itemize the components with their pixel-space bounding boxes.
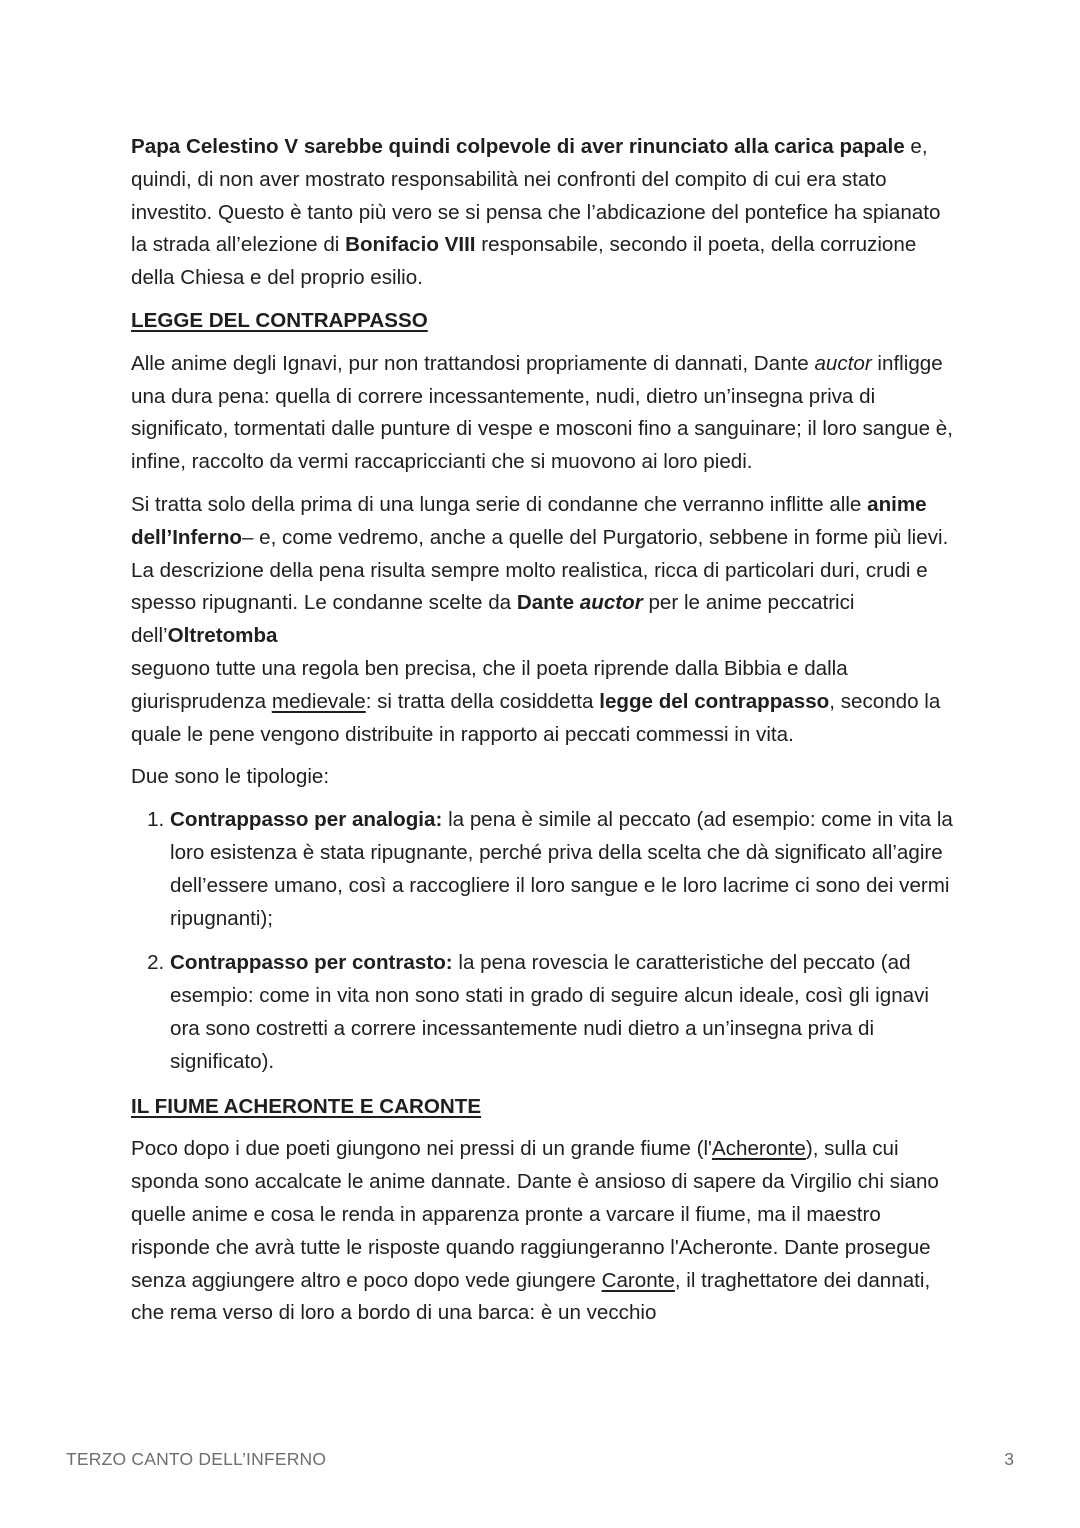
text: : si tratta della cosiddetta xyxy=(365,689,600,713)
page-number: 3 xyxy=(1004,1449,1014,1469)
acheronte-paragraph xyxy=(131,1133,961,1330)
tipologie-intro: Due sono le tipologie: xyxy=(131,765,330,789)
text: , il traghettatore dei dannati, che rema verso di loro a bordo di una barca: è un vecchio xyxy=(131,1268,931,1325)
document-body xyxy=(131,131,961,1330)
list-item-text: la pena è simile al peccato (ad esempio: come in vita la loro esistenza è stata ripugnante, perché priva della scelta che dà significato all’agire dell’essere umano, così a raccogliere il loro sangue e le loro lacrime ci sono dei vermi ripugnanti); xyxy=(170,808,953,930)
contrappasso-paragraph-2 xyxy=(131,489,961,751)
text: infligge una dura pena: quella di correre incessantemente, nudi, dietro un’insegna priva di significato, tormentati dalle punture di vespe e mosconi fino a sanguinare; il loro sangue è, infine, raccolto da vermi raccapriccianti che si muovono ai loro piedi. xyxy=(131,351,953,474)
intro-text-2: responsabile, secondo il poeta, della corruzione della Chiesa e del proprio esilio. xyxy=(131,233,917,290)
underlined-text: Acheronte xyxy=(711,1137,806,1161)
intro-text-1: e, quindi, di non aver mostrato responsabilità nei confronti del compito di cui era stato investito. Questo è tanto più vero se si pensa che l’abdicazione del pontefice ha spianato la strada all’elezione di xyxy=(131,135,941,257)
text: Alle anime degli Ignavi, pur non trattandosi propriamente di dannati, Dante xyxy=(131,351,815,375)
bold-italic-text: auctor xyxy=(579,591,643,615)
text: per le anime peccatrici dell’ xyxy=(131,591,855,648)
list-item-title: Contrappasso per analogia: xyxy=(170,808,443,832)
tipologie-list xyxy=(131,804,961,1078)
bold-text: Oltretomba xyxy=(167,624,278,648)
bold-text: Dante xyxy=(516,591,580,615)
underlined-text: medievale xyxy=(271,689,366,713)
text: , secondo la quale le pene vengono distribuite in rapporto ai peccati commessi in vita. xyxy=(131,689,941,746)
italic-text: auctor xyxy=(814,351,872,375)
bold-text: legge del contrappasso xyxy=(599,689,830,713)
text: Si tratta solo della prima di una lunga serie di condanne che verranno inflitte alle xyxy=(131,492,868,516)
underlined-text: Caronte xyxy=(601,1268,675,1292)
list-item xyxy=(170,804,961,935)
intro-bold-1: Papa Celestino V sarebbe quindi colpevole di aver rinunciato alla carica papale xyxy=(131,135,905,158)
text: – e, come vedremo, anche a quelle del Purgatorio, sebbene in forme più lievi. La descrizione della pena risulta sempre molto realistica, ricca di particolari duri, crudi e spesso ripugnanti. Le condanne scelte da xyxy=(131,525,949,615)
text: Poco dopo i due poeti giungono nei pressi di un grande fiume (l' xyxy=(131,1137,712,1161)
heading-fiume-acheronte: IL FIUME ACHERONTE E CARONTE xyxy=(131,1094,482,1118)
heading-legge-contrappasso: LEGGE DEL CONTRAPPASSO xyxy=(131,308,428,332)
contrappasso-paragraph-1 xyxy=(131,348,961,479)
text: seguono tutte una regola ben precisa, che il poeta riprende dalla Bibbia e dalla giurisprudenza xyxy=(131,656,848,713)
intro-paragraph xyxy=(131,131,961,295)
text: ), sulla cui sponda sono accalcate le anime dannate. Dante è ansioso di sapere da Virgilio chi siano quelle anime e cosa le renda in apparenza pronte a varcare il fiume, ma il maestro risponde che avrà tutte le risposte quando raggiungeranno l'Acheronte. Dante prosegue senza aggiungere altro e poco dopo vede giungere xyxy=(131,1137,939,1292)
bold-text: anime dell’Inferno xyxy=(131,492,927,549)
intro-bold-2: Bonifacio VIII xyxy=(345,233,476,257)
list-item-text: la pena rovescia le caratteristiche del peccato (ad esempio: come in vita non sono stati in grado di seguire alcun ideale, così gli ignavi ora sono costretti a correre incessantemente nudi dietro a un’insegna priva di significato). xyxy=(170,951,929,1073)
list-item-title: Contrappasso per contrasto: xyxy=(170,951,453,975)
list-item xyxy=(170,947,961,1078)
footer-title: TERZO CANTO DELL’INFERNO xyxy=(66,1449,327,1469)
